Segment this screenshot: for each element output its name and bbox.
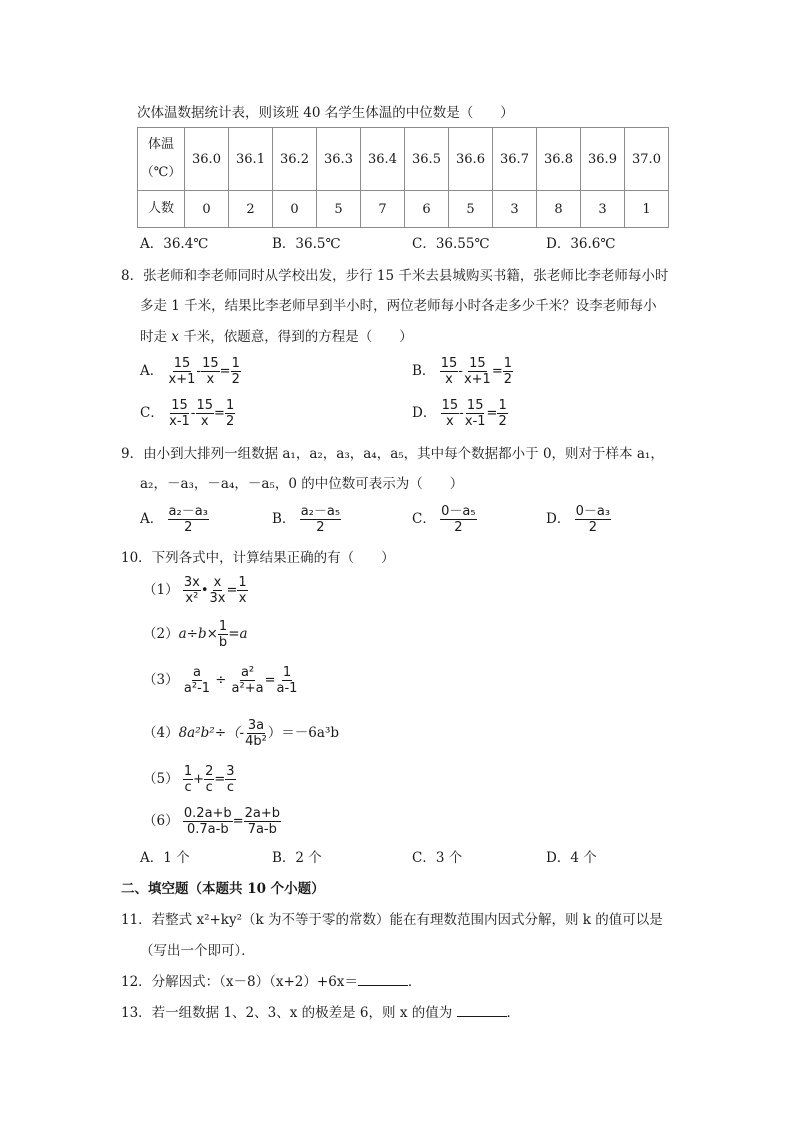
equals-sign: = xyxy=(491,364,503,379)
q10-stem: 10．下列各式中，计算结果正确的有（ ） xyxy=(121,550,395,566)
q9-option-c xyxy=(412,504,477,535)
numerator: 15 xyxy=(469,356,486,371)
denominator: 2 xyxy=(503,372,513,387)
denominator: 7a-b xyxy=(247,822,277,837)
fraction xyxy=(440,504,476,535)
denominator: 4b² xyxy=(245,734,267,749)
numerator: 1 xyxy=(238,575,247,590)
fraction xyxy=(168,504,209,535)
q13 xyxy=(121,1002,520,1023)
numerator: 15 xyxy=(440,356,458,371)
numerator: 15 xyxy=(173,356,191,371)
fraction xyxy=(225,398,235,429)
q10-item-2 xyxy=(143,619,248,650)
option-label: A． xyxy=(140,511,164,527)
table-cell: 2 xyxy=(229,191,273,228)
fraction xyxy=(463,356,492,387)
q12-end: ． xyxy=(407,974,422,990)
numerator: 15 xyxy=(196,398,214,413)
option-label: D． xyxy=(546,511,571,527)
table-cell: 36.7 xyxy=(493,128,537,191)
q8-option-d xyxy=(412,398,508,429)
fraction xyxy=(168,398,191,429)
header-temperature-label: 体温 xyxy=(147,137,174,152)
q13-end: ． xyxy=(506,1005,521,1021)
fraction xyxy=(464,398,487,429)
equals-sign: = xyxy=(232,814,244,829)
numerator: 15 xyxy=(441,398,459,413)
table-cell: 6 xyxy=(405,191,449,228)
denominator: x-1 xyxy=(464,414,486,429)
table-cell: 7 xyxy=(361,191,405,228)
numerator: 3a xyxy=(247,718,265,733)
denominator: x+1 xyxy=(168,372,196,387)
fraction xyxy=(497,398,507,429)
q8-line3 xyxy=(140,327,413,347)
q10-option-d: D．4 个 xyxy=(546,850,597,866)
q9-option-a xyxy=(140,504,209,535)
numerator: 2a+b xyxy=(244,806,280,821)
denominator: x² xyxy=(185,591,199,606)
table-cell: 36.9 xyxy=(581,128,625,191)
denominator: 2 xyxy=(316,520,325,535)
fraction xyxy=(244,718,268,749)
fraction xyxy=(300,504,341,535)
fraction xyxy=(218,619,228,650)
q9-option-d xyxy=(546,504,611,535)
q8-line1: 8．张老师和李老师同时从学校出发，步行 15 千米去县城购买书籍，张老师比李老师每小时 xyxy=(121,268,669,284)
fraction xyxy=(183,575,201,606)
section-title: 二、填空题（本题共 10 个小题） xyxy=(121,881,325,897)
fraction xyxy=(183,665,211,696)
denominator: b xyxy=(218,635,228,650)
equals-sign: = xyxy=(219,364,231,379)
denominator: c xyxy=(205,780,213,795)
fraction xyxy=(503,356,513,387)
q11-line2: （写出一个即可）． xyxy=(140,943,255,959)
fraction xyxy=(209,575,227,606)
denominator: 0.7a-b xyxy=(186,822,229,837)
q10-item-5 xyxy=(143,764,236,795)
numerator: a₂－a₃ xyxy=(168,504,208,519)
numerator: a₂－a₅ xyxy=(300,504,341,519)
q13-text: 13．若一组数据 1、2、3、x 的极差是 6，则 x 的值为 xyxy=(121,1005,457,1021)
q10-item-1 xyxy=(143,575,248,606)
q8-option-a xyxy=(140,356,241,387)
denominator: x+1 xyxy=(463,372,491,387)
q8-option-b xyxy=(412,356,513,387)
q7-option-c: C．36.55℃ xyxy=(412,236,490,252)
denominator: x xyxy=(445,372,453,387)
equals-sign: = xyxy=(214,772,226,787)
denominator: 2 xyxy=(225,414,235,429)
table-cell: 36.1 xyxy=(229,128,273,191)
numerator: 1 xyxy=(503,356,513,371)
operator: - xyxy=(190,406,196,421)
denominator: 2 xyxy=(454,520,463,535)
item-label: （6） xyxy=(143,813,179,829)
table-header-count: 人数 xyxy=(138,191,185,228)
table-header-temperature xyxy=(138,128,185,191)
fraction xyxy=(204,764,214,795)
q10-option-a: A．1 个 xyxy=(140,850,190,866)
q8-line3-a: 时走 xyxy=(140,329,172,345)
denominator: x-1 xyxy=(169,414,190,429)
numerator: 1 xyxy=(231,356,240,371)
operator: - xyxy=(459,406,464,421)
fraction xyxy=(183,806,233,837)
denominator: a-1 xyxy=(276,681,298,696)
answer-blank[interactable] xyxy=(358,971,408,986)
option-label: B． xyxy=(412,363,436,379)
denominator: c xyxy=(226,780,234,795)
option-label: A． xyxy=(140,363,164,379)
fraction xyxy=(168,356,197,387)
numerator: 1 xyxy=(183,764,193,779)
q10-item-4 xyxy=(143,718,339,749)
operator: • xyxy=(200,583,209,598)
table-cell: 0 xyxy=(185,191,229,228)
numerator: x xyxy=(213,575,222,590)
fraction xyxy=(575,504,611,535)
q7-stem: 次体温数据统计表，则该班 40 名学生体温的中位数是（ ） xyxy=(137,105,514,121)
numerator: 2 xyxy=(205,764,214,779)
numerator: 0.2a+b xyxy=(183,806,232,821)
expression: a÷b× xyxy=(178,626,218,642)
denominator: 2 xyxy=(588,520,597,535)
fraction xyxy=(244,806,281,837)
expression: 8a²b²÷（- xyxy=(178,725,245,741)
q11-line1: 11．若整式 x²+ky²（k 为不等于零的常数）能在有理数范围内因式分解，则 k 的值可以是 xyxy=(121,912,663,928)
table-cell: 37.0 xyxy=(625,128,669,191)
item-label: （5） xyxy=(143,771,179,787)
item-label: （2） xyxy=(143,626,179,642)
table-cell: 36.4 xyxy=(361,128,405,191)
table-row xyxy=(138,191,669,228)
q7-option-a: A．36.4℃ xyxy=(140,236,209,252)
fraction xyxy=(231,356,241,387)
denominator: a²+a xyxy=(231,681,264,696)
q9-line2: a₂，－a₃，－a₄，－a₅，0 的中位数可表示为（ ） xyxy=(140,476,464,492)
denominator: 2 xyxy=(184,520,193,535)
q7-option-d: D．36.6℃ xyxy=(546,236,616,252)
q12-text: 12．分解因式：（x－8）（x+2）+6x＝ xyxy=(121,974,358,990)
fraction xyxy=(237,575,247,606)
equals-sign: = xyxy=(226,583,238,598)
numerator: 1 xyxy=(218,619,228,634)
table-cell: 5 xyxy=(317,191,361,228)
denominator: x xyxy=(200,414,209,429)
denominator: c xyxy=(184,780,192,795)
q9-line1: 9．由小到大排列一组数据 a₁，a₂，a₃，a₄，a₅，其中每个数据都小于 0，则对于样本 a₁， xyxy=(121,446,664,462)
q9-option-b xyxy=(272,504,341,535)
option-label: B． xyxy=(272,511,296,527)
q8-line3-b: 千米，依题意，得到的方程是（ ） xyxy=(178,329,413,345)
table-cell: 8 xyxy=(537,191,581,228)
denominator: x xyxy=(238,591,247,606)
numerator: a² xyxy=(240,665,255,680)
expression: =a xyxy=(228,626,248,642)
operator: - xyxy=(458,364,463,379)
q8-variable: x xyxy=(171,329,179,345)
q7-option-b: B．36.5℃ xyxy=(272,236,341,252)
numerator: a xyxy=(192,665,201,680)
fraction xyxy=(440,356,459,387)
table-cell: 36.6 xyxy=(449,128,493,191)
q8-option-c xyxy=(140,398,235,429)
table-cell: 3 xyxy=(493,191,537,228)
denominator: x xyxy=(446,414,454,429)
numerator: 15 xyxy=(171,398,188,413)
numerator: 0－a₅ xyxy=(441,504,476,519)
operator: + xyxy=(193,772,205,787)
q8-line2: 多走 1 千米，结果比李老师早到半小时，两位老师每小时各走多少千米？设李老师每小 xyxy=(140,298,657,314)
table-cell: 36.5 xyxy=(405,128,449,191)
fraction xyxy=(275,665,298,696)
denominator: x xyxy=(206,372,215,387)
numerator: 1 xyxy=(498,398,507,413)
denominator: 2 xyxy=(231,372,240,387)
table-cell: 1 xyxy=(625,191,669,228)
table-cell: 5 xyxy=(449,191,493,228)
table-cell: 36.0 xyxy=(185,128,229,191)
operator: - xyxy=(196,364,202,379)
fraction xyxy=(441,398,460,429)
table-row xyxy=(138,128,669,191)
q10-option-c: C．3 个 xyxy=(412,850,463,866)
numerator: 0－a₃ xyxy=(575,504,611,519)
fraction xyxy=(201,356,220,387)
table-cell: 36.2 xyxy=(273,128,317,191)
equals-sign: = xyxy=(264,673,276,688)
fraction xyxy=(183,764,193,795)
header-temperature-unit: （℃） xyxy=(140,165,182,180)
temperature-table xyxy=(137,127,669,228)
item-label: （1） xyxy=(143,582,179,598)
item-label: （4） xyxy=(143,725,179,741)
denominator: 3x xyxy=(209,591,226,606)
numerator: 3x xyxy=(183,575,200,590)
fraction xyxy=(231,665,265,696)
table-cell: 36.8 xyxy=(537,128,581,191)
table-cell: 0 xyxy=(273,191,317,228)
item-label: （3） xyxy=(143,672,179,688)
numerator: 15 xyxy=(466,398,484,413)
table-cell: 3 xyxy=(581,191,625,228)
equals-sign: = xyxy=(214,406,225,421)
fraction xyxy=(225,764,235,795)
fraction xyxy=(196,398,215,429)
option-label: C． xyxy=(140,405,164,421)
numerator: 3 xyxy=(226,764,235,779)
option-label: C． xyxy=(412,511,436,527)
table-cell: 36.3 xyxy=(317,128,361,191)
expression: ）＝－6a³b xyxy=(267,725,340,741)
answer-blank[interactable] xyxy=(457,1002,507,1017)
numerator: 1 xyxy=(225,398,235,413)
q10-option-b: B．2 个 xyxy=(272,850,322,866)
q10-item-3 xyxy=(143,665,298,696)
numerator: 15 xyxy=(202,356,219,371)
option-label: D． xyxy=(412,405,437,421)
equals-sign: = xyxy=(486,406,498,421)
q10-item-6 xyxy=(143,806,281,837)
denominator: a²-1 xyxy=(183,681,211,696)
q12 xyxy=(121,971,421,992)
numerator: 1 xyxy=(282,665,292,680)
operator: ÷ xyxy=(215,673,227,688)
denominator: 2 xyxy=(498,414,507,429)
